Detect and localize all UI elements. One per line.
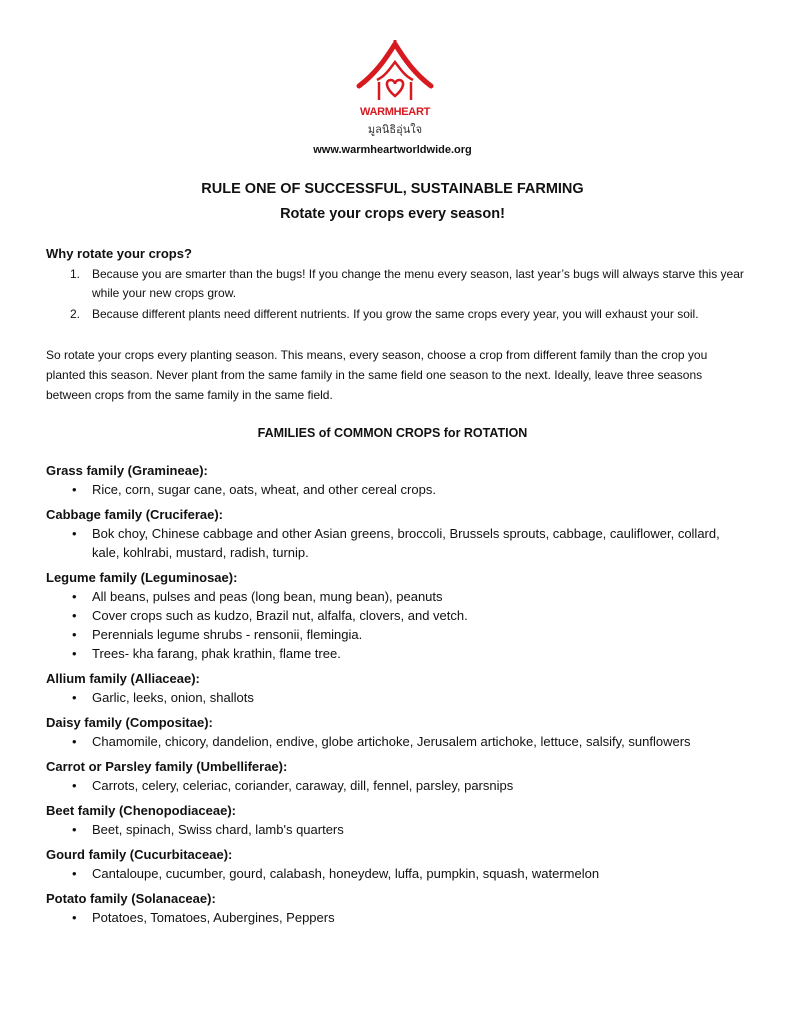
crop-list: [46, 732, 746, 751]
list-item: [46, 644, 746, 663]
crop-list: [46, 820, 746, 839]
crop-text: Garlic, leeks, onion, shallots: [92, 690, 254, 705]
bullet-icon: •: [72, 589, 77, 604]
list-item: [46, 606, 746, 625]
list-item: [46, 776, 746, 795]
family-group: [46, 889, 746, 927]
list-item: [46, 732, 746, 751]
rotation-paragraph: So rotate your crops every planting season. This means, every season, choose a crop from different family than the crop you planted this season. Never plant from the same family in the same field one season to the next. Ideally, leave three seasons between crops from the same family in the same field.: [46, 348, 708, 402]
family-name: Grass family (Gramineae):: [46, 463, 208, 478]
logo-wordmark: WARMHEART: [359, 106, 431, 118]
crop-list: [46, 587, 746, 663]
bullet-icon: •: [72, 526, 77, 541]
page-subtitle: Rotate your crops every season!: [280, 206, 505, 222]
crop-text: All beans, pulses and peas (long bean, mung bean), peanuts: [92, 589, 443, 604]
list-item: [46, 820, 746, 839]
family-name: Carrot or Parsley family (Umbelliferae):: [46, 759, 288, 774]
bullet-icon: •: [72, 734, 77, 749]
family-name: Allium family (Alliaceae):: [46, 671, 200, 686]
list-number: 2.: [70, 307, 81, 321]
crop-text: Perennials legume shrubs - rensonii, flemingia.: [92, 627, 363, 642]
list-item: [46, 480, 746, 499]
family-group: [46, 713, 746, 751]
family-name: Daisy family (Compositae):: [46, 715, 213, 730]
family-group: [46, 669, 746, 707]
bullet-icon: •: [72, 822, 77, 837]
list-item: [46, 587, 746, 606]
list-number: 1.: [70, 267, 81, 281]
roof-heart-icon: [355, 40, 435, 106]
crop-text: Potatoes, Tomatoes, Aubergines, Peppers: [92, 910, 335, 925]
bullet-icon: •: [72, 866, 77, 881]
crop-list: [46, 776, 746, 795]
family-group: [46, 757, 746, 795]
list-item: [46, 524, 746, 562]
why-heading: Why rotate your crops?: [46, 246, 192, 261]
list-item: [46, 625, 746, 644]
bullet-icon: •: [72, 910, 77, 925]
bullet-icon: •: [72, 646, 77, 661]
bullet-icon: •: [72, 690, 77, 705]
crop-list: [46, 908, 746, 927]
logo-thai-text: มูลนิธิอุ่นใจ: [367, 123, 423, 136]
bullet-icon: •: [72, 627, 77, 642]
family-group: [46, 461, 746, 499]
family-name: Legume family (Leguminosae):: [46, 570, 238, 585]
crop-text: Chamomile, chicory, dandelion, endive, globe artichoke, Jerusalem artichoke, lettuce, salsify, sunflowers: [92, 734, 691, 749]
crop-list: [46, 480, 746, 499]
crop-list: [46, 524, 746, 562]
list-item: [46, 688, 746, 707]
crop-text: Carrots, celery, celeriac, coriander, caraway, dill, fennel, parsley, parsnips: [92, 778, 514, 793]
why-item: [46, 265, 746, 303]
bullet-icon: •: [72, 608, 77, 623]
website-url: www.warmheartworldwide.org: [313, 144, 472, 156]
family-name: Cabbage family (Cruciferae):: [46, 507, 223, 522]
crop-list: [46, 864, 746, 883]
families-heading: FAMILIES of COMMON CROPS for ROTATION: [257, 426, 528, 440]
crop-text: Trees- kha farang, phak krathin, flame tree.: [92, 646, 341, 661]
list-item: [46, 864, 746, 883]
warmheart-logo: [340, 40, 450, 140]
family-group: [46, 505, 746, 562]
page-title: RULE ONE OF SUCCESSFUL, SUSTAINABLE FARMING: [201, 181, 584, 197]
why-item-text: Because you are smarter than the bugs! If you change the menu every season, last year’s bugs will always starve this year while your new crops grow.: [92, 267, 744, 300]
crop-list: [46, 688, 746, 707]
family-group: [46, 801, 746, 839]
bullet-icon: •: [72, 482, 77, 497]
bullet-icon: •: [72, 778, 77, 793]
families-list: [46, 461, 746, 933]
crop-text: Beet, spinach, Swiss chard, lamb's quarters: [92, 822, 344, 837]
crop-text: Bok choy, Chinese cabbage and other Asian greens, broccoli, Brussels sprouts, cabbage, cauliflower, collard, kale, kohlrabi, mustard, radish, turnip.: [92, 526, 720, 560]
why-item: [46, 305, 746, 324]
family-name: Beet family (Chenopodiaceae):: [46, 803, 236, 818]
list-item: [46, 908, 746, 927]
crop-text: Cover crops such as kudzo, Brazil nut, alfalfa, clovers, and vetch.: [92, 608, 468, 623]
crop-text: Cantaloupe, cucumber, gourd, calabash, honeydew, luffa, pumpkin, squash, watermelon: [92, 866, 600, 881]
family-name: Potato family (Solanaceae):: [46, 891, 216, 906]
family-group: [46, 568, 746, 663]
why-item-text: Because different plants need different nutrients. If you grow the same crops every year, you will exhaust your soil.: [92, 307, 699, 321]
crop-text: Rice, corn, sugar cane, oats, wheat, and other cereal crops.: [92, 482, 436, 497]
family-group: [46, 845, 746, 883]
family-name: Gourd family (Cucurbitaceae):: [46, 847, 233, 862]
why-list: [46, 265, 746, 326]
